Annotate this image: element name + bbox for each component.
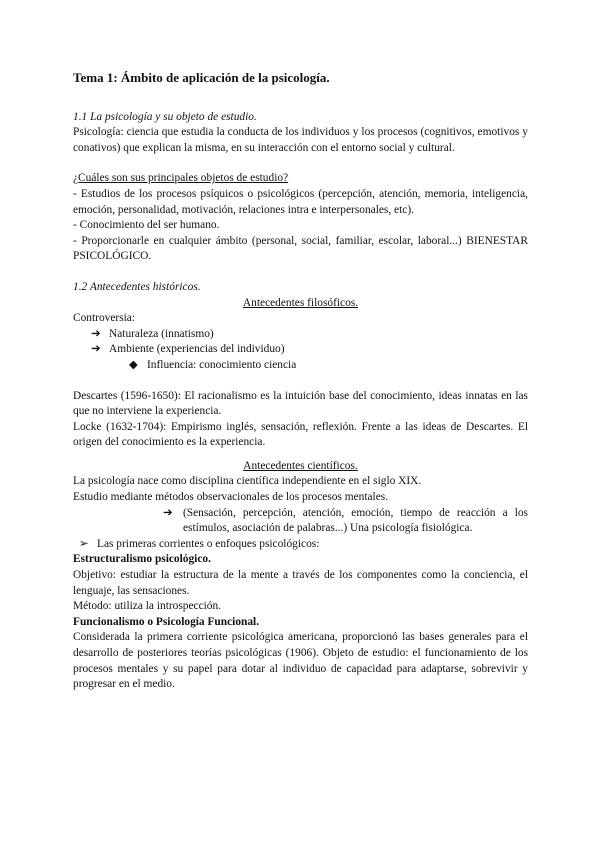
diamond-icon: ◆ — [129, 358, 138, 371]
list-item — [73, 342, 528, 358]
chevron-right-icon: ➢ — [79, 537, 89, 550]
document-page — [73, 70, 528, 693]
list-item-text: Influencia: conocimiento ciencia — [147, 358, 297, 371]
locke-paragraph: Locke (1632-1704): Empirismo inglés, sensación, reflexión. Frente a las ideas de Descartes. El origen del conocimiento es la experiencia. — [73, 420, 528, 449]
list-item — [73, 358, 528, 374]
arrow-icon: ➔ — [163, 506, 173, 519]
list-item-text: Naturaleza (innatismo) — [109, 327, 214, 340]
funcionalismo-paragraph: Considerada la primera corriente psicológica americana, proporcionó las bases generales para el desarrollo de posteriores teorías psicológicas (1906). Objeto de estudio: el funcionamiento de los procesos mentales y su papel para dotar al individuo de capacidad para adaptarse, sobrevivir y progresar en el medio. — [73, 631, 528, 691]
list-item — [73, 506, 528, 537]
list-item-text: (Sensación, percepción, atención, emoción, tiempo de reacción a los estímulos, asociación de palabras...) Una psicología fisiológica. — [183, 506, 528, 535]
controversia-label: Controversia: — [73, 312, 136, 325]
cientificos-title: Antecedentes científicos. — [243, 459, 358, 472]
estructuralismo-metodo: Método: utiliza la introspección. — [73, 600, 222, 613]
section-1-2-heading: 1.2 Antecedentes históricos. — [73, 280, 201, 293]
arrow-icon: ➔ — [91, 327, 101, 340]
cientificos-line: La psicología nace como disciplina científica independiente en el siglo XIX. — [73, 475, 422, 488]
document-title: Tema 1: Ámbito de aplicación de la psicología. — [73, 70, 330, 85]
list-item — [73, 327, 528, 343]
list-item-text: Ambiente (experiencias del individuo) — [109, 343, 285, 356]
cientificos-line: Estudio mediante métodos observacionales de los procesos mentales. — [73, 491, 389, 504]
objetos-question: ¿Cuáles son sus principales objetos de estudio? — [73, 172, 289, 185]
estructuralismo-objetivo: Objetivo: estudiar la estructura de la mente a través de los componentes como la conciencia, el lenguaje, las sensaciones. — [73, 569, 528, 597]
objetos-item: - Estudios de los procesos psíquicos o psicológicos (percepción, atención, memoria, inteligencia, emoción, personalidad, motivación, relaciones intra e interpersonales, etc). — [73, 187, 528, 216]
list-item-text: Las primeras corrientes o enfoques psicológicos: — [97, 537, 320, 550]
descartes-paragraph: Descartes (1596-1650): El racionalismo es la intuición base del conocimiento, ideas innatas en las que no interviene la experiencia. — [73, 389, 528, 418]
psicologia-definition: Psicología: ciencia que estudia la conducta de los individuos y los procesos (cognitivos, emotivos y conativos) que explican la misma, en su interacción con el entorno social y cultural. — [73, 126, 528, 154]
objetos-item: - Proporcionarle en cualquier ámbito (personal, social, familiar, escolar, laboral...) BIENESTAR PSICOLÓGICO. — [73, 234, 528, 263]
estructuralismo-title: Estructuralismo psicológico. — [73, 553, 211, 566]
funcionalismo-title: Funcionalismo o Psicología Funcional. — [73, 615, 260, 628]
filosoficos-title: Antecedentes filosóficos. — [242, 296, 359, 309]
list-item — [73, 537, 528, 553]
objetos-item: - Conocimiento del ser humano. — [73, 219, 220, 232]
arrow-icon: ➔ — [91, 343, 101, 356]
section-1-1-heading: 1.1 La psicología y su objeto de estudio. — [73, 110, 257, 123]
